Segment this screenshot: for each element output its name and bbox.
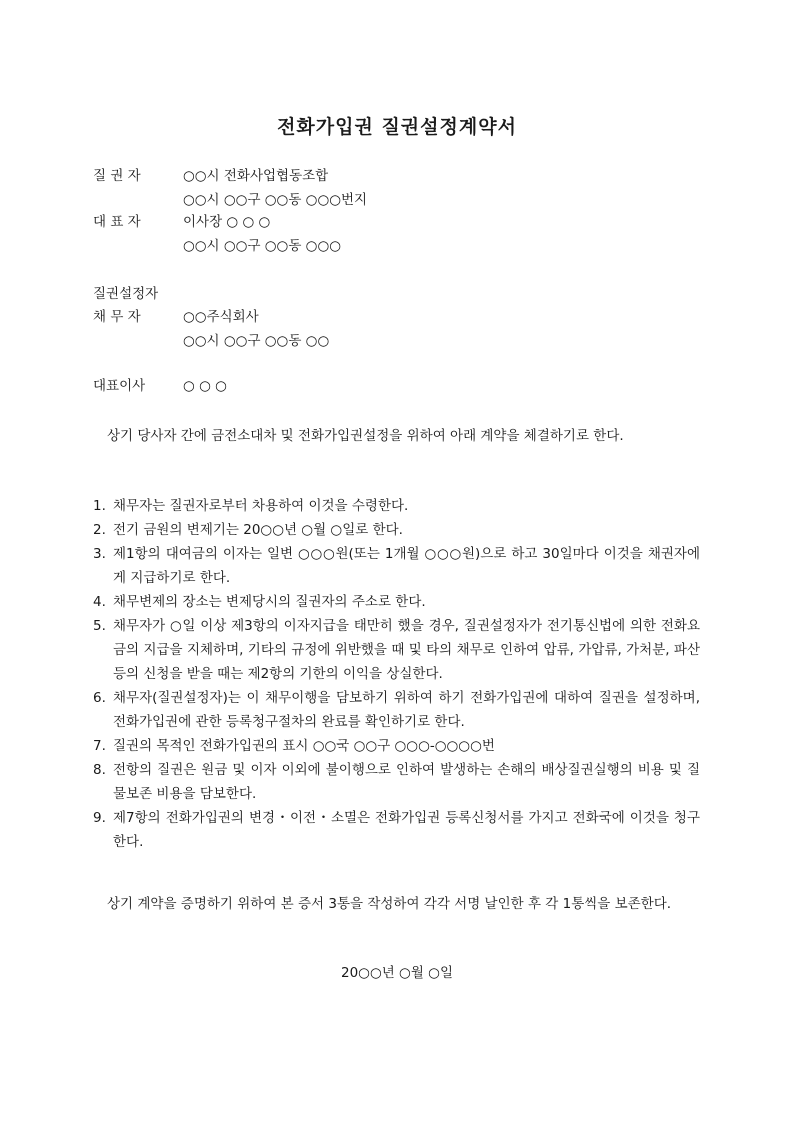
term-number: 4. [93,594,106,610]
term-text: 질권의 목적인 전화가입권의 표시 ○○국 ○○구 ○○○-○○○○번 [113,738,495,754]
term-text: 채무자(질권설정자)는 이 채무이행을 담보하기 위하여 하기 전화가입권에 대하여 질권을 설정하며, 전화가입권에 관한 등록청구절차의 완료를 확인하기로 한다. [113,690,700,730]
term-item [93,590,700,614]
pledgee-rep-address: ○○시 ○○구 ○○동 ○○○ [183,238,342,254]
pledgor-label: 채 무 자 [93,309,141,325]
term-item [93,686,700,734]
term-item [93,734,700,758]
term-number: 5. [93,618,106,634]
term-text: 채무자는 질권자로부터 차용하여 이것을 수령한다. [113,498,409,514]
term-item [93,518,700,542]
pledgor-heading: 질권설정자 [93,286,159,302]
intro-paragraph: 상기 당사자 간에 금전소대차 및 전화가입권설정을 위하여 아래 계약을 체결하기로 한다. [107,428,624,444]
term-text: 전항의 질권은 원금 및 이자 이외에 불이행으로 인하여 발생하는 손해의 배상질권실행의 비용 및 질물보존 비용을 담보한다. [113,762,700,802]
term-text: 채무자가 ○일 이상 제3항의 이자지급을 태만히 했을 경우, 질권설정자가 전기통신법에 의한 전화요금의 지급을 지체하며, 기타의 규정에 위반했을 때 및 타의 채무로 인하여 압류, 가압류, 가처분, 파산 등의 신청을 받을 때는 제2항의 기한의 이익을 상실한다. [113,618,700,682]
term-item [93,806,700,854]
pledgee-rep-name: 이사장 ○ ○ ○ [183,214,271,230]
term-number: 3. [93,546,106,562]
pledgor-address: ○○시 ○○구 ○○동 ○○ [183,333,330,349]
term-text: 채무변제의 장소는 변제당시의 질권자의 주소로 한다. [113,594,426,610]
term-number: 8. [93,762,106,778]
term-number: 7. [93,738,106,754]
pledgee-address: ○○시 ○○구 ○○동 ○○○번지 [183,192,368,208]
term-number: 2. [93,522,106,538]
term-item [93,542,700,590]
term-number: 6. [93,690,106,706]
terms-list [93,494,700,854]
term-item [93,758,700,806]
pledgor-name: ○○주식회사 [183,309,259,325]
pledgee-name: ○○시 전화사업협동조합 [183,168,329,184]
closing-paragraph: 상기 계약을 증명하기 위하여 본 증서 3통을 작성하여 각각 서명 날인한 후 각 1통씩을 보존한다. [107,896,672,912]
pledgee-label: 질 권 자 [93,168,141,184]
pledgee-rep-label: 대 표 자 [93,214,141,230]
term-item [93,494,700,518]
contract-date: 20○○년 ○월 ○일 [340,965,453,981]
document-title: 전화가입권 질권설정계약서 [277,116,517,138]
term-text: 전기 금원의 변제기는 20○○년 ○월 ○일로 한다. [113,522,403,538]
pledgor-rep-label: 대표이사 [93,378,146,394]
term-text: 제1항의 대여금의 이자는 일변 ○○○원(또는 1개월 ○○○원)으로 하고 30일마다 이것을 채권자에게 지급하기로 한다. [113,546,700,586]
pledgor-rep-name: ○ ○ ○ [183,378,227,394]
term-number: 1. [93,498,106,514]
term-item [93,614,700,686]
term-text: 제7항의 전화가입권의 변경・이전・소멸은 전화가입권 등록신청서를 가지고 전화국에 이것을 청구한다. [113,810,700,850]
term-number: 9. [93,810,106,826]
